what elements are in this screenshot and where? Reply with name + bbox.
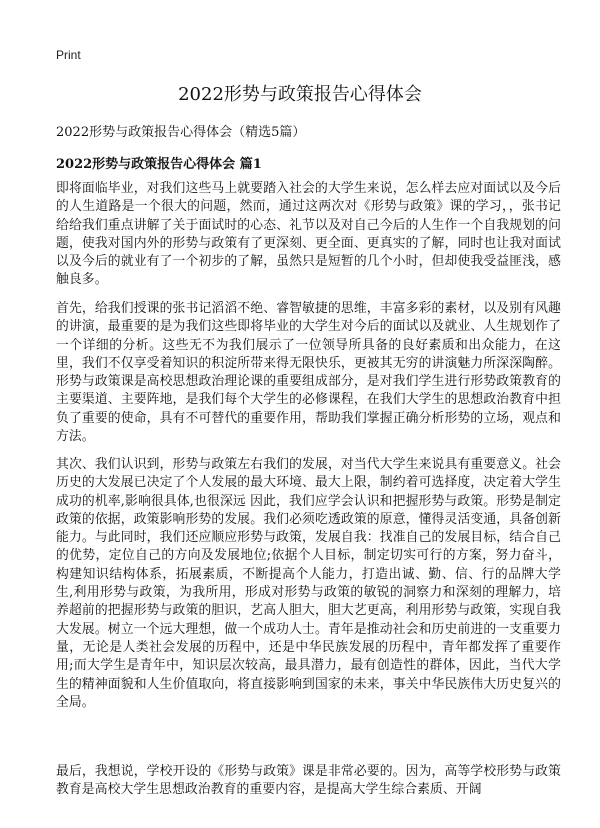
body-paragraph: 其次、我们认识到，形势与政策左右我们的发展，对当代大学生来说具有重要意义。社会历史的大发展已决定了个人发展的最大环境、最大上限，制约着可选择度，决定着大学生成功的机率,影响很具体,也很深远 因此，我们应学会认识和把握形势与政策。形势是制定政策的依据，政策影响形势的发展。我们必须吃透政策的原意，懂得灵活变通，具备创新能力。与此同时，我们还应顺应形势与政策，发展自我：找准自己的发展目标，结合自己的优势，定位自己的方向及发展地位;依据个人目标，制定切实可行的方案，努力奋斗，构建知识结构体系，拓展素质，不断提高个人能力，打造出诚、勤、信、行的品牌大学生,利用形势与政策，为我所用，形成对形势与政策的敏锐的洞察力和深刻的理解力，培养超前的把握形势与政策的胆识，艺高人胆大，胆大艺更高，利用形势与政策，实现自我大发展。树立一个远大理想，做一个成功人士。青年是推动社会和历史前进的一支重要力量，无论是人类社会发展的历程中，还是中华民族发展的历程中，青年都发挥了重要作用;而大学生是青年中，知识层次较高，最具潜力，最有创造性的群体，因此，当代大学生的精神面貌和人生价值取向，将直接影响到国家的未来，事关中华民族伟大历史复兴的全局。 — [56, 457, 561, 710]
document-title: 2022形势与政策报告心得体会 — [178, 84, 422, 105]
body-paragraph: 最后，我想说，学校开设的《形势与政策》课是非常必要的。因为，高等学校形势与政策教育是高校大学生思想政治教育的重要内容，是提高大学生综合素质、开阔 — [56, 764, 561, 798]
document-subtitle: 2022形势与政策报告心得体会（精选5篇） — [56, 125, 306, 140]
body-paragraph: 即将面临毕业，对我们这些马上就要踏入社会的大学生来说，怎么样去应对面试以及今后的人生道路是一个很大的问题，然而，通过这两次对《形势与政策》课的学习，，张书记给给我们重点讲解了关于面试时的心态、礼节以及对自己今后的人生作一个自我规划的问题，使我对国内外的形势与政策有了更深刻、更全面、更真实的了解，同时也让我对面试以及今后的就业有了一个初步的了解，虽然只是短暂的几个小时，但却使我受益匪浅，感触良多。 — [56, 181, 561, 288]
body-paragraph: 首先，给我们授课的张书记滔滔不绝、睿智敏捷的思维，丰富多彩的素材，以及别有风趣的讲演，最重要的是为我们这些即将毕业的大学生对今后的面试以及就业、人生规划作了一个详细的分析。这些无不为我们展示了一位领导所具备的良好素质和出众能力，在这里，我们不仅享受着知识的积淀所带来得无限快乐，更被其无穷的讲演魅力所深深陶醉。形势与政策课是高校思想政治理论课的重要组成部分，是对我们学生进行形势政策教育的主要渠道、主要阵地，是我们每个大学生的必修课程，在我们大学生的思想政治教育中担负了重要的使命，具有不可替代的重要作用，帮助我们掌握正确分析形势的立场，观点和方法。 — [56, 301, 561, 445]
section-heading: 2022形势与政策报告心得体会 篇1 — [56, 157, 262, 172]
print-link[interactable]: Print — [56, 48, 81, 62]
